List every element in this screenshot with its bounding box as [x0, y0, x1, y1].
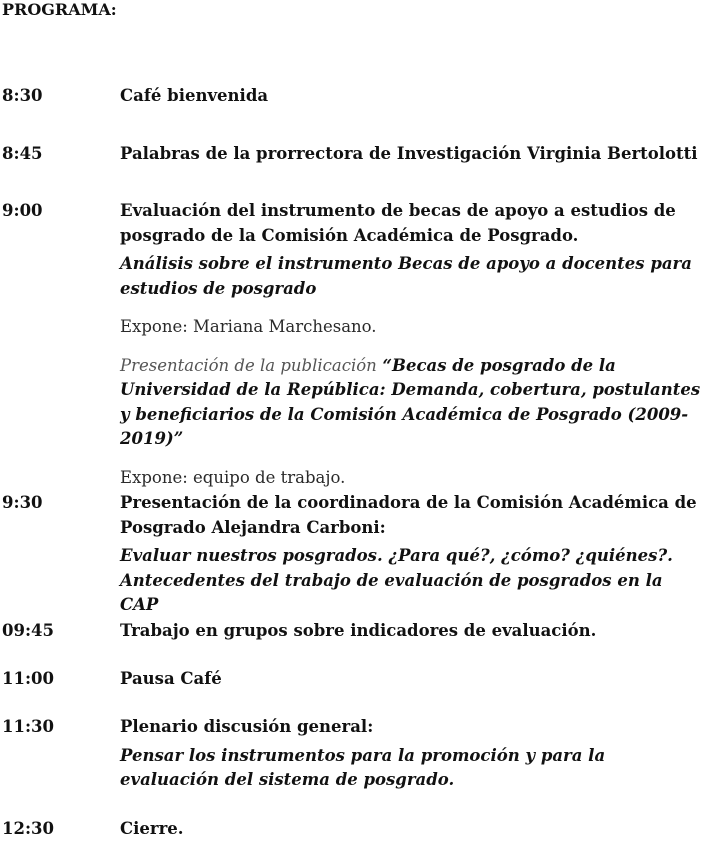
agenda-subtitle: Pensar los instrumentos para la promoción y para la evaluación del sistema de posgrado.	[120, 745, 606, 789]
agenda-time: 9:30	[2, 493, 43, 512]
agenda-publication	[120, 354, 704, 452]
agenda-title: Evaluación del instrumento de becas de apoyo a estudios de posgrado de la Comisión Académica de Posgrado.	[120, 201, 676, 245]
agenda-title: Presentación de la coordinadora de la Comisión Académica de Posgrado Alejandra Carboni:	[120, 493, 697, 537]
agenda-title: Trabajo en grupos sobre indicadores de evaluación.	[120, 621, 597, 640]
agenda-time: 09:45	[2, 621, 55, 640]
publication-title: “Becas de posgrado de la Universidad de la República: Demanda, cobertura, postulantes y beneficiarios de la Comisión Académica de Posgrado (2009-2019)”	[120, 355, 701, 448]
publication-intro: Presentación de la publicación	[120, 355, 377, 375]
agenda-title: Café bienvenida	[120, 86, 269, 105]
agenda-title: Pausa Café	[120, 669, 222, 688]
agenda-time: 11:00	[2, 669, 55, 688]
agenda-time: 8:45	[2, 144, 43, 163]
agenda-time: 12:30	[2, 819, 55, 838]
agenda-time: 9:00	[2, 201, 43, 220]
agenda-title: Palabras de la prorrectora de Investigación Virginia Bertolotti	[120, 144, 698, 163]
program-heading: PROGRAMA:	[2, 0, 117, 19]
agenda-title: Plenario discusión general:	[120, 717, 374, 736]
agenda-presenter: Expone: Mariana Marchesano.	[120, 317, 377, 336]
agenda-time: 11:30	[2, 717, 55, 736]
agenda-subtitle: Análisis sobre el instrumento Becas de apoyo a docentes para estudios de posgrado	[120, 254, 692, 298]
agenda-title: Cierre.	[120, 819, 184, 838]
agenda-presenter: Expone: equipo de trabajo.	[120, 467, 346, 487]
agenda-subtitle: Evaluar nuestros posgrados. ¿Para qué?, ¿cómo? ¿quiénes?. Antecedentes del trabajo de evaluación de posgrados en la CAP	[120, 546, 673, 614]
agenda-time: 8:30	[2, 86, 43, 105]
